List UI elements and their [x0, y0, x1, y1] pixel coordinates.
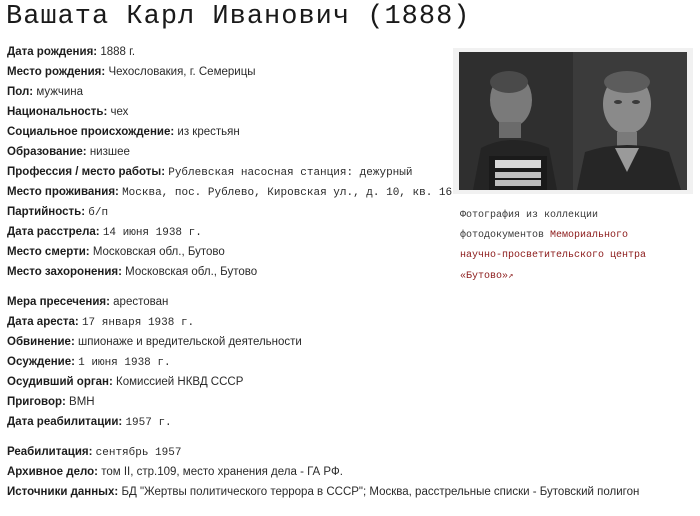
field-value: Московская обл., Бутово [92, 246, 225, 258]
field-value: БД "Жертвы политического террора в СССР"; Москва, расстрельные списки - Бутовский полигон [121, 486, 640, 498]
field-label: Приговор: [7, 396, 66, 408]
mugshot-image [459, 52, 687, 190]
field-value: 1888 г. [100, 46, 136, 58]
caption-line [460, 226, 696, 246]
field-label: Дата ареста: [7, 316, 79, 328]
external-link-icon[interactable]: ↗ [508, 271, 514, 281]
field-label: Место захоронения: [7, 266, 122, 278]
field-value: 14 июня 1938 г. [102, 227, 202, 239]
section-gap [7, 432, 667, 442]
field-row [7, 412, 667, 432]
field-value: арестован [113, 296, 169, 308]
field-row [7, 392, 667, 412]
field-value: том II, стр.109, место хранения дела - ГА РФ. [101, 466, 343, 478]
field-row [7, 312, 667, 332]
field-row [7, 462, 667, 482]
field-row [7, 442, 667, 462]
field-value: шпионаже и вредительской деятельности [77, 336, 302, 348]
caption-line [460, 266, 696, 287]
caption-text: фотодокументов [460, 230, 551, 241]
field-label: Дата рождения: [7, 46, 98, 58]
field-label: Место проживания: [7, 186, 119, 198]
field-value: чех [110, 106, 129, 118]
field-label: Реабилитация: [7, 446, 93, 458]
field-row [7, 332, 667, 352]
field-row [7, 352, 667, 372]
field-label: Социальное происхождение: [7, 126, 175, 138]
caption-link[interactable]: Мемориального [550, 230, 629, 241]
field-row [7, 292, 667, 312]
field-value: из крестьян [177, 126, 240, 138]
field-label: Место смерти: [7, 246, 90, 258]
field-value: сентябрь 1957 [95, 447, 182, 459]
field-value: Чехословакия, г. Семерицы [108, 66, 256, 78]
field-row [7, 372, 667, 392]
field-label: Национальность: [7, 106, 108, 118]
field-value: Москва, пос. Рублево, Кировская ул., д. 10, кв. 16 [122, 187, 453, 199]
field-value: ВМН [69, 396, 95, 408]
caption-line [460, 246, 696, 266]
field-value: 17 января 1938 г. [81, 317, 195, 329]
field-label: Пол: [7, 86, 34, 98]
photo-frame [453, 48, 693, 194]
field-label: Место рождения: [7, 66, 106, 78]
field-value: б/п [88, 207, 109, 219]
field-label: Осуждение: [7, 356, 75, 368]
field-value: 1 июня 1938 г. [78, 357, 171, 369]
field-row [7, 482, 667, 502]
field-label: Архивное дело: [7, 466, 98, 478]
field-value: 1957 г. [125, 417, 172, 429]
field-value: мужчина [36, 86, 83, 98]
field-value: Рублевская насосная станция: дежурный [168, 167, 413, 179]
field-label: Партийность: [7, 206, 86, 218]
field-label: Образование: [7, 146, 87, 158]
field-value: низшее [89, 146, 130, 158]
field-label: Обвинение: [7, 336, 75, 348]
field-label: Дата реабилитации: [7, 416, 123, 428]
field-label: Осудивший орган: [7, 376, 113, 388]
caption-link[interactable]: «Бутово» [460, 271, 509, 282]
field-label: Профессия / место работы: [7, 166, 166, 178]
field-label: Источники данных: [7, 486, 119, 498]
photo-caption [460, 206, 696, 287]
field-value: Комиссией НКВД СССР [116, 376, 244, 388]
field-label: Мера пресечения: [7, 296, 110, 308]
field-value: Московская обл., Бутово [125, 266, 258, 278]
caption-line: Фотография из коллекции [460, 210, 599, 221]
mugshot-photo[interactable] [459, 52, 687, 190]
caption-link[interactable]: научно-просветительского центра [460, 250, 647, 261]
page-title: Вашата Карл Иванович (1888) [6, 2, 471, 32]
field-label: Дата расстрела: [7, 226, 100, 238]
